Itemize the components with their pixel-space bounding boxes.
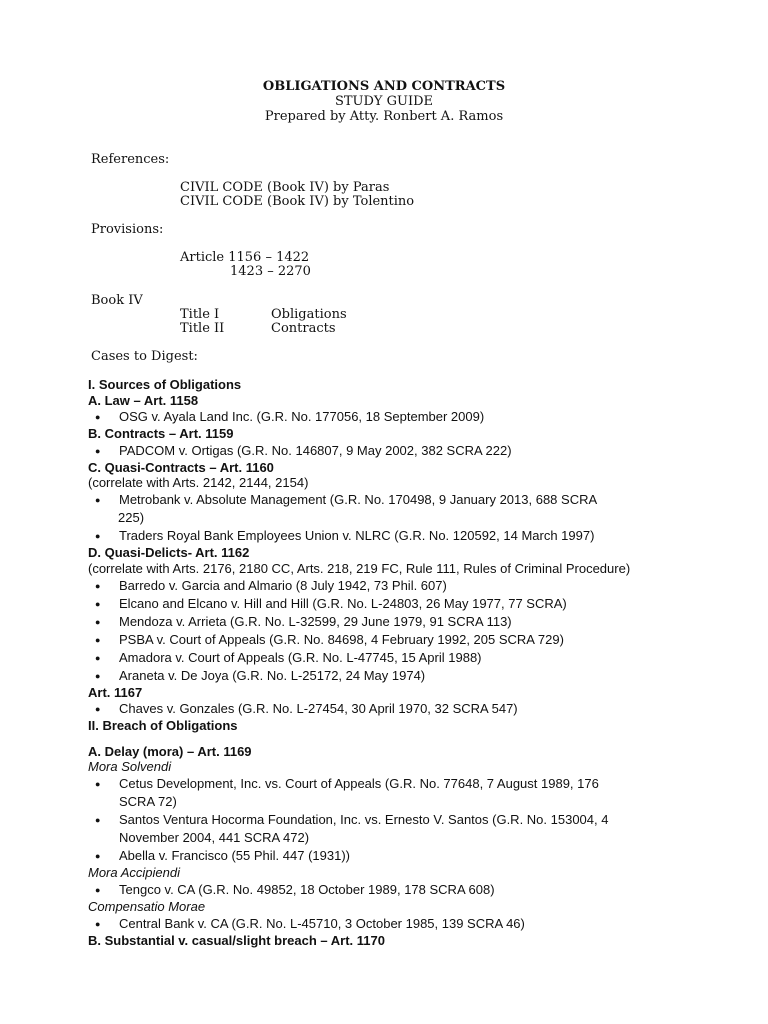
subsection-heading: B. Contracts – Art. 1159 [88, 426, 234, 441]
bullet-dot-icon: ● [95, 779, 101, 789]
bullet-dot-icon: ● [95, 412, 101, 422]
book-title-name: Contracts [271, 321, 336, 336]
list-item: ● Abella v. Francisco (55 Phil. 447 (1931)) [95, 848, 350, 863]
reference-item: CIVIL CODE (Book IV) by Paras [180, 180, 390, 195]
doctrine-label: Compensatio Morae [88, 899, 206, 914]
list-item: ● Metrobank v. Absolute Management (G.R. No. 170498, 9 January 2013, 688 SCRA 225) [95, 492, 598, 525]
case-list [88, 491, 708, 545]
case-list [88, 700, 708, 718]
section-heading: II. Breach of Obligations [88, 718, 238, 733]
list-item: ● Cetus Development, Inc. vs. Court of Appeals (G.R. No. 77648, 7 August 1989, 176 SCRA 72) [95, 776, 599, 809]
book-label: Book IV [91, 293, 143, 308]
references-label: References: [91, 152, 170, 167]
case-list [88, 775, 708, 865]
doctrine-label: Mora Accipiendi [88, 865, 181, 880]
list-item: ● OSG v. Ayala Land Inc. (G.R. No. 177056, 18 September 2009) [95, 409, 485, 424]
references-section [91, 153, 414, 209]
bullet-dot-icon: ● [95, 704, 101, 714]
bullet-dot-icon: ● [95, 919, 101, 929]
provisions-label: Provisions: [91, 222, 164, 237]
list-item: ● Araneta v. De Joya (G.R. No. L-25172, 24 May 1974) [95, 667, 426, 683]
list-item: ● Chaves v. Gonzales (G.R. No. L-27454, 30 April 1970, 32 SCRA 547) [95, 701, 518, 716]
list-item: ● PSBA v. Court of Appeals (G.R. No. 84698, 4 February 1992, 205 SCRA 729) [95, 631, 564, 647]
document-author: Prepared by Atty. Ronbert A. Ramos [264, 109, 504, 124]
subsection-heading: B. Substantial v. casual/slight breach – Art. 1170 [88, 933, 385, 948]
bullet-dot-icon: ● [95, 885, 101, 895]
bullet-dot-icon: ● [95, 445, 101, 456]
subsection-heading: D. Quasi-Delicts- Art. 1162 [88, 545, 250, 560]
reference-item: CIVIL CODE (Book IV) by Tolentino [180, 194, 415, 209]
book-title-number: Title II [180, 321, 225, 336]
bullet-dot-icon: ● [95, 652, 101, 663]
doctrine-label: Mora Solvendi [88, 759, 172, 774]
provisions-section [91, 223, 311, 279]
case-list [88, 915, 708, 933]
list-item: ● Barredo v. Garcia and Almario (8 July 1942, 73 Phil. 607) [95, 577, 447, 593]
subsection-heading: Art. 1167 [88, 684, 143, 700]
book-title-name: Obligations [271, 307, 347, 322]
cases-to-digest-label: Cases to Digest: [91, 349, 198, 364]
section-heading: I. Sources of Obligations [88, 377, 242, 392]
bullet-dot-icon: ● [95, 634, 101, 645]
bullet-dot-icon: ● [95, 580, 101, 591]
case-list [88, 442, 708, 460]
bullet-dot-icon: ● [95, 670, 101, 681]
list-item: ● PADCOM v. Ortigas (G.R. No. 146807, 9 May 2002, 382 SCRA 222) [95, 442, 512, 458]
bullet-dot-icon: ● [95, 495, 101, 505]
correlation-note: (correlate with Arts. 2142, 2144, 2154) [88, 475, 309, 490]
list-item: ● Tengco v. CA (G.R. No. 49852, 18 October 1989, 178 SCRA 608) [95, 882, 495, 897]
provisions-range-1: Article 1156 – 1422 [180, 250, 310, 265]
book-title-number: Title I [180, 307, 220, 322]
list-item: ● Traders Royal Bank Employees Union v. NLRC (G.R. No. 120592, 14 March 1997) [95, 528, 595, 543]
book-title-row [91, 321, 336, 336]
document-subtitle: STUDY GUIDE [334, 94, 434, 109]
document-title: OBLIGATIONS AND CONTRACTS [262, 79, 506, 94]
cases-list [88, 377, 708, 949]
bullet-dot-icon: ● [95, 851, 101, 861]
bullet-dot-icon: ● [95, 531, 101, 541]
bullet-dot-icon: ● [95, 616, 101, 627]
bullet-dot-icon: ● [95, 815, 101, 825]
book-section [91, 293, 347, 336]
case-list [88, 881, 708, 899]
subsection-heading: A. Delay (mora) – Art. 1169 [88, 743, 252, 759]
subsection-heading: A. Law – Art. 1158 [88, 392, 199, 408]
bullet-dot-icon: ● [95, 598, 101, 609]
list-item: ● Amadora v. Court of Appeals (G.R. No. L-47745, 15 April 1988) [95, 649, 482, 665]
list-item: ● Mendoza v. Arrieta (G.R. No. L-32599, 29 June 1979, 91 SCRA 113) [95, 613, 512, 629]
document-header [0, 79, 768, 124]
subsection-heading: C. Quasi-Contracts – Art. 1160 [88, 459, 274, 475]
case-list [88, 408, 708, 426]
cases-label-section [91, 350, 198, 364]
case-list [88, 577, 708, 685]
book-title-row [91, 307, 347, 322]
list-item: ● Elcano and Elcano v. Hill and Hill (G.R. No. L-24803, 26 May 1977, 77 SCRA) [95, 595, 567, 611]
list-item: ● Santos Ventura Hocorma Foundation, Inc. vs. Ernesto V. Santos (G.R. No. 153004, 4 November 2004, 441 SCRA 472) [95, 812, 609, 845]
provisions-range-2: 1423 – 2270 [230, 264, 311, 279]
list-item: ● Central Bank v. CA (G.R. No. L-45710, 3 October 1985, 139 SCRA 46) [95, 916, 525, 931]
correlation-note: (correlate with Arts. 2176, 2180 CC, Arts. 218, 219 FC, Rule 111, Rules of Criminal Procedure) [88, 560, 631, 576]
